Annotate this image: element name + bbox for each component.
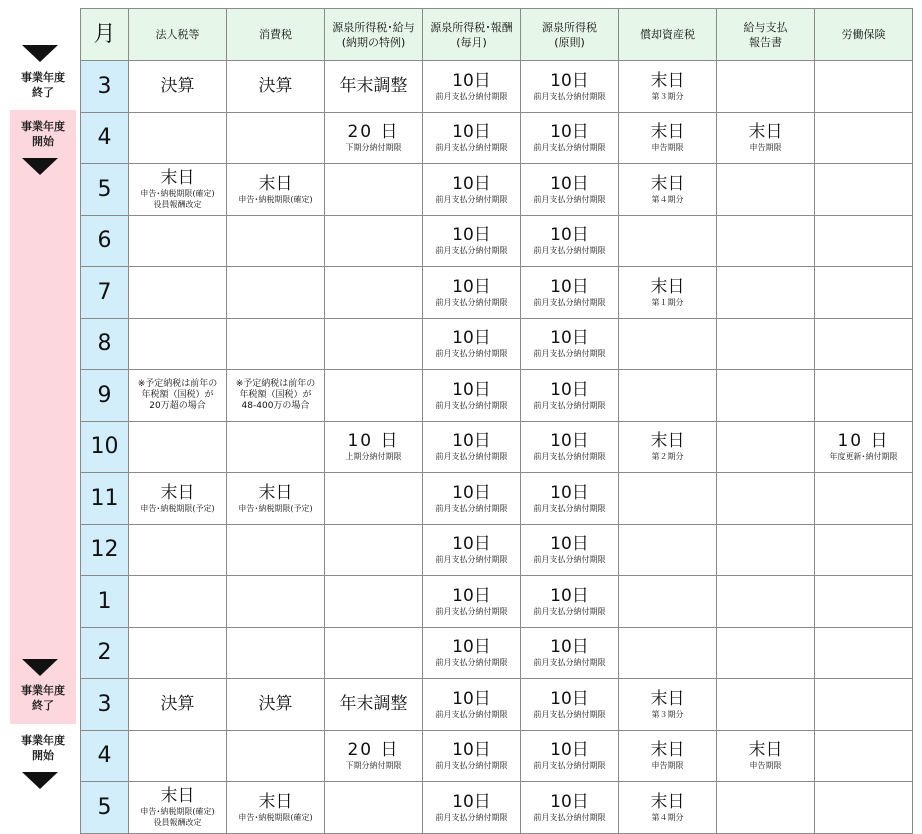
deadline-text: 10日 (550, 70, 589, 91)
schedule-cell (717, 267, 815, 319)
schedule-cell (227, 473, 325, 525)
schedule-cell (227, 782, 325, 834)
deadline-text: 末日 (650, 688, 685, 709)
deadline-note: 役員報酬改定 (153, 200, 202, 210)
deadline-note: 前月支払分納付期限 (533, 658, 606, 668)
deadline-note: 前月支払分納付期限 (435, 812, 508, 822)
deadline-text: 10日 (550, 122, 589, 143)
schedule-cell (815, 318, 913, 370)
deadline-text: 末日 (748, 122, 783, 143)
deadline-text: 末日 (650, 122, 685, 143)
schedule-cell (325, 164, 423, 216)
schedule-cell (619, 421, 717, 473)
schedule-cell (227, 267, 325, 319)
schedule-cell (423, 730, 521, 782)
schedule-cell (521, 679, 619, 731)
schedule-cell (227, 679, 325, 731)
schedule-cell (423, 473, 521, 525)
schedule-cell (129, 782, 227, 834)
schedule-cell (227, 576, 325, 628)
deadline-note: 前月支払分納付期限 (533, 709, 606, 719)
schedule-cell (129, 318, 227, 370)
deadline-text: 10 日 (347, 431, 400, 452)
deadline-note: 前月支払分納付期限 (435, 452, 508, 462)
schedule-cell (325, 730, 423, 782)
table-row (81, 164, 913, 216)
deadline-note: 下期分納付期限 (345, 761, 402, 771)
month-cell: 9 (81, 370, 129, 422)
arrow-down-icon (22, 659, 58, 676)
month-cell: 4 (81, 730, 129, 782)
column-header: 源泉所得税 (原則) (521, 9, 619, 61)
deadline-text: 末日 (160, 168, 195, 189)
deadline-note: 役員報酬改定 (153, 818, 202, 828)
schedule-cell (423, 112, 521, 164)
month-cell: 12 (81, 524, 129, 576)
schedule-cell (717, 576, 815, 628)
table-row (81, 576, 913, 628)
fiscal-year-band (10, 110, 76, 724)
schedule-cell (717, 421, 815, 473)
schedule-cell (521, 215, 619, 267)
schedule-body (81, 61, 913, 834)
deadline-text: 20 日 (347, 122, 400, 143)
deadline-note: 第４期分 (651, 812, 684, 822)
deadline-text: 末日 (160, 482, 195, 503)
deadline-note: 前月支払分納付期限 (533, 400, 606, 410)
deadline-note: 前月支払分納付期限 (533, 194, 606, 204)
schedule-cell (129, 421, 227, 473)
schedule-cell (325, 627, 423, 679)
schedule-cell (129, 627, 227, 679)
deadline-text: 10日 (550, 173, 589, 194)
deadline-note: 前月支払分納付期限 (435, 400, 508, 410)
month-cell: 5 (81, 164, 129, 216)
deadline-note: 申告期限 (749, 761, 782, 771)
table-row (81, 782, 913, 834)
schedule-cell (717, 164, 815, 216)
month-cell: 7 (81, 267, 129, 319)
deadline-text: 末日 (650, 70, 685, 91)
column-header: 償却資産税 (619, 9, 717, 61)
prepayment-note: ※予定納税は前年の 年税額（国税）が 48-400万の場合 (235, 378, 316, 411)
month-cell: 3 (81, 679, 129, 731)
table-row (81, 627, 913, 679)
schedule-cell (325, 370, 423, 422)
deadline-note: 前月支払分納付期限 (533, 606, 606, 616)
month-cell: 8 (81, 318, 129, 370)
schedule-cell (129, 370, 227, 422)
schedule-cell (521, 61, 619, 113)
table-row (81, 61, 913, 113)
deadline-note: 前月支払分納付期限 (435, 349, 508, 359)
fiscal-year-start-label: 事業年度 開始 (21, 734, 65, 762)
schedule-cell (325, 421, 423, 473)
deadline-note: 前月支払分納付期限 (435, 297, 508, 307)
schedule-cell (227, 215, 325, 267)
fiscal-year-start-label: 事業年度 開始 (21, 120, 65, 148)
table-row (81, 421, 913, 473)
schedule-cell (619, 730, 717, 782)
deadline-text: 年末調整 (339, 694, 408, 715)
schedule-cell (227, 370, 325, 422)
schedule-cell (619, 524, 717, 576)
schedule-cell (619, 627, 717, 679)
schedule-cell (815, 679, 913, 731)
deadline-note: 前月支払分納付期限 (435, 555, 508, 565)
deadline-note: 前月支払分納付期限 (435, 503, 508, 513)
deadline-text: 10日 (452, 379, 491, 400)
deadline-text: 決算 (258, 76, 293, 97)
schedule-cell (717, 473, 815, 525)
deadline-text: 10日 (452, 482, 491, 503)
month-cell: 11 (81, 473, 129, 525)
schedule-cell (815, 215, 913, 267)
fiscal-year-end-label: 事業年度 終了 (21, 71, 65, 99)
deadline-note: 前月支払分納付期限 (435, 143, 508, 153)
month-cell: 1 (81, 576, 129, 628)
schedule-cell (717, 679, 815, 731)
table-row (81, 215, 913, 267)
schedule-cell (129, 267, 227, 319)
deadline-text: 末日 (650, 276, 685, 297)
schedule-cell (619, 215, 717, 267)
deadline-note: 申告･納税期限(予定) (140, 503, 215, 513)
deadline-text: 10日 (550, 379, 589, 400)
schedule-cell (815, 267, 913, 319)
deadline-text: 10日 (550, 585, 589, 606)
deadline-note: 申告･納税期限(確定) (140, 189, 215, 199)
arrow-down-icon (22, 158, 58, 175)
schedule-cell (423, 370, 521, 422)
deadline-text: 10日 (550, 482, 589, 503)
schedule-cell (227, 421, 325, 473)
deadline-note: 前月支払分納付期限 (533, 91, 606, 101)
month-header: 月 (81, 9, 129, 61)
schedule-cell (227, 61, 325, 113)
deadline-note: 申告期限 (651, 761, 684, 771)
schedule-cell (423, 164, 521, 216)
schedule-cell (521, 782, 619, 834)
deadline-text: 10日 (550, 534, 589, 555)
schedule-cell (717, 61, 815, 113)
schedule-cell (521, 627, 619, 679)
schedule-cell (129, 730, 227, 782)
deadline-text: 末日 (650, 740, 685, 761)
deadline-note: 申告･納税期限(確定) (140, 807, 215, 817)
deadline-text: 決算 (160, 694, 195, 715)
deadline-note: 前月支払分納付期限 (435, 709, 508, 719)
schedule-cell (815, 782, 913, 834)
deadline-note: 前月支払分納付期限 (533, 452, 606, 462)
schedule-cell (619, 782, 717, 834)
schedule-cell (423, 524, 521, 576)
deadline-note: 前月支払分納付期限 (533, 143, 606, 153)
schedule-cell (129, 524, 227, 576)
deadline-text: 10日 (550, 225, 589, 246)
deadline-text: 10 日 (837, 431, 890, 452)
schedule-cell (717, 370, 815, 422)
deadline-text: 10日 (452, 122, 491, 143)
schedule-cell (619, 576, 717, 628)
schedule-cell (521, 421, 619, 473)
month-cell: 5 (81, 782, 129, 834)
deadline-note: 前月支払分納付期限 (435, 91, 508, 101)
schedule-cell (521, 164, 619, 216)
schedule-cell (129, 473, 227, 525)
deadline-note: 申告期限 (651, 143, 684, 153)
schedule-cell (521, 267, 619, 319)
schedule-cell (325, 112, 423, 164)
deadline-text: 10日 (452, 70, 491, 91)
schedule-cell (717, 215, 815, 267)
schedule-cell (325, 61, 423, 113)
deadline-note: 上期分納付期限 (345, 452, 402, 462)
schedule-cell (423, 421, 521, 473)
schedule-cell (325, 782, 423, 834)
deadline-note: 前月支払分納付期限 (435, 606, 508, 616)
table-row (81, 267, 913, 319)
schedule-cell (423, 267, 521, 319)
schedule-cell (325, 318, 423, 370)
schedule-cell (815, 627, 913, 679)
month-cell: 2 (81, 627, 129, 679)
schedule-cell (227, 730, 325, 782)
prepayment-note: ※予定納税は前年の 年税額（国税）が 20万超の場合 (137, 378, 218, 411)
deadline-note: 申告期限 (749, 143, 782, 153)
schedule-cell (227, 164, 325, 216)
schedule-cell (423, 61, 521, 113)
deadline-text: 10日 (452, 276, 491, 297)
deadline-text: 末日 (650, 791, 685, 812)
deadline-text: 10日 (452, 740, 491, 761)
schedule-cell (815, 576, 913, 628)
schedule-cell (325, 576, 423, 628)
schedule-cell (619, 679, 717, 731)
schedule-cell (129, 61, 227, 113)
schedule-cell (227, 524, 325, 576)
deadline-text: 10日 (550, 328, 589, 349)
schedule-cell (325, 267, 423, 319)
deadline-note: 前月支払分納付期限 (533, 812, 606, 822)
schedule-cell (717, 112, 815, 164)
table-row (81, 524, 913, 576)
schedule-cell (325, 473, 423, 525)
deadline-text: 10日 (452, 431, 491, 452)
schedule-cell (619, 61, 717, 113)
schedule-cell (423, 318, 521, 370)
table-row (81, 730, 913, 782)
deadline-text: 末日 (650, 173, 685, 194)
deadline-text: 末日 (748, 740, 783, 761)
deadline-text: 10日 (452, 328, 491, 349)
deadline-note: 前月支払分納付期限 (435, 761, 508, 771)
schedule-cell (815, 473, 913, 525)
deadline-note: 下期分納付期限 (345, 143, 402, 153)
schedule-cell (227, 112, 325, 164)
deadline-note: 第４期分 (651, 194, 684, 204)
arrow-down-icon (22, 772, 58, 789)
deadline-note: 申告･納税期限(確定) (238, 812, 313, 822)
deadline-note: 前月支払分納付期限 (533, 761, 606, 771)
schedule-cell (619, 112, 717, 164)
deadline-text: 10日 (452, 637, 491, 658)
schedule-cell (423, 782, 521, 834)
deadline-text: 末日 (160, 786, 195, 807)
schedule-cell (325, 679, 423, 731)
schedule-cell (815, 164, 913, 216)
deadline-text: 決算 (258, 694, 293, 715)
schedule-cell (521, 370, 619, 422)
deadline-text: 年末調整 (339, 76, 408, 97)
schedule-cell (619, 318, 717, 370)
fiscal-year-end-label: 事業年度 終了 (21, 684, 65, 712)
deadline-text: 10日 (452, 225, 491, 246)
schedule-cell (129, 679, 227, 731)
column-header: 給与支払 報告書 (717, 9, 815, 61)
schedule-cell (423, 627, 521, 679)
month-cell: 4 (81, 112, 129, 164)
schedule-cell (521, 318, 619, 370)
column-header: 源泉所得税･報酬 (毎月) (423, 9, 521, 61)
schedule-cell (619, 370, 717, 422)
schedule-cell (717, 524, 815, 576)
schedule-cell (815, 730, 913, 782)
column-header: 法人税等 (129, 9, 227, 61)
month-cell: 10 (81, 421, 129, 473)
deadline-note: 年度更新･納付期限 (829, 452, 898, 462)
deadline-note: 前月支払分納付期限 (533, 503, 606, 513)
deadline-text: 10日 (452, 173, 491, 194)
deadline-note: 前月支払分納付期限 (533, 246, 606, 256)
schedule-cell (129, 112, 227, 164)
deadline-text: 10日 (550, 276, 589, 297)
schedule-cell (717, 318, 815, 370)
column-header: 消費税 (227, 9, 325, 61)
deadline-text: 20 日 (347, 740, 400, 761)
schedule-cell (521, 730, 619, 782)
deadline-note: 第１期分 (651, 297, 684, 307)
schedule-cell (129, 215, 227, 267)
schedule-cell (227, 318, 325, 370)
table-row (81, 112, 913, 164)
deadline-text: 末日 (258, 173, 293, 194)
schedule-cell (815, 61, 913, 113)
deadline-text: 10日 (550, 791, 589, 812)
header-row (81, 9, 913, 61)
deadline-text: 10日 (452, 688, 491, 709)
schedule-cell (717, 730, 815, 782)
deadline-note: 申告･納税期限(確定) (238, 194, 313, 204)
deadline-text: 末日 (650, 431, 685, 452)
schedule-cell (521, 112, 619, 164)
deadline-note: 申告･納税期限(予定) (238, 503, 313, 513)
month-cell: 6 (81, 215, 129, 267)
deadline-text: 決算 (160, 76, 195, 97)
column-header: 源泉所得税･給与 (納期の特例) (325, 9, 423, 61)
schedule-cell (619, 473, 717, 525)
schedule-cell (521, 473, 619, 525)
column-header: 労働保険 (815, 9, 913, 61)
schedule-cell (717, 627, 815, 679)
deadline-note: 前月支払分納付期限 (435, 246, 508, 256)
deadline-text: 10日 (452, 585, 491, 606)
deadline-note: 第３期分 (651, 91, 684, 101)
schedule-cell (521, 576, 619, 628)
deadline-note: 前月支払分納付期限 (533, 297, 606, 307)
month-cell: 3 (81, 61, 129, 113)
deadline-text: 10日 (550, 688, 589, 709)
schedule-cell (423, 679, 521, 731)
deadline-text: 10日 (550, 740, 589, 761)
schedule-cell (129, 164, 227, 216)
schedule-cell (619, 164, 717, 216)
deadline-text: 末日 (258, 482, 293, 503)
table-row (81, 473, 913, 525)
deadline-note: 第３期分 (651, 709, 684, 719)
deadline-text: 10日 (452, 534, 491, 555)
schedule-cell (521, 524, 619, 576)
schedule-cell (815, 524, 913, 576)
table-row (81, 318, 913, 370)
deadline-text: 末日 (258, 791, 293, 812)
deadline-note: 第２期分 (651, 452, 684, 462)
deadline-text: 10日 (452, 791, 491, 812)
schedule-cell (325, 524, 423, 576)
schedule-cell (717, 782, 815, 834)
schedule-cell (423, 576, 521, 628)
deadline-note: 前月支払分納付期限 (533, 349, 606, 359)
table-row (81, 679, 913, 731)
schedule-cell (227, 627, 325, 679)
deadline-text: 10日 (550, 637, 589, 658)
arrow-down-icon (22, 45, 58, 62)
schedule-cell (619, 267, 717, 319)
schedule-cell (423, 215, 521, 267)
deadline-text: 10日 (550, 431, 589, 452)
schedule-cell (815, 370, 913, 422)
deadline-note: 前月支払分納付期限 (435, 658, 508, 668)
schedule-cell (129, 576, 227, 628)
deadline-note: 前月支払分納付期限 (435, 194, 508, 204)
table-row (81, 370, 913, 422)
tax-schedule-table (80, 8, 913, 834)
schedule-cell (815, 421, 913, 473)
deadline-note: 前月支払分納付期限 (533, 555, 606, 565)
schedule-cell (815, 112, 913, 164)
schedule-cell (325, 215, 423, 267)
